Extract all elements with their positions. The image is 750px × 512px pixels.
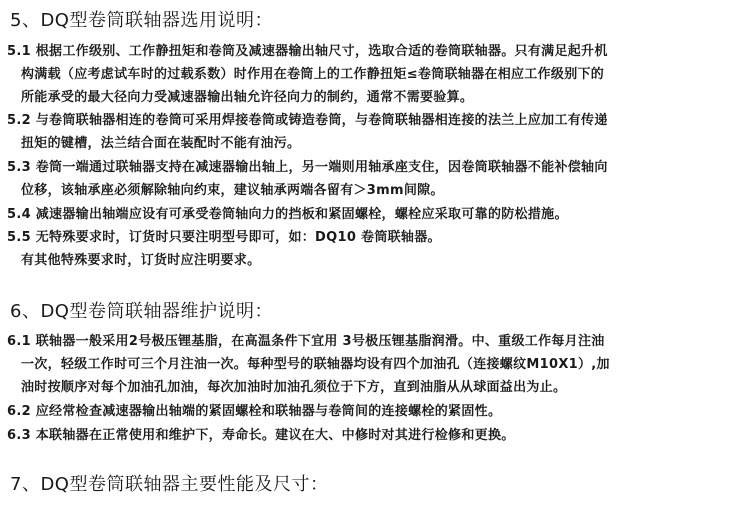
section-5-line-3: 所能承受的最大径向力受减速器输出轴允许径向力的制约，通常不需要验算。	[21, 90, 474, 105]
section-6-line-5: 6.3 本联轴器在正常使用和维护下，寿命长。建议在大、中修时对其进行检修和更换。	[7, 428, 515, 443]
section-5-line-6: 5.3 卷筒一端通过联轴器支持在减速器输出轴上，另一端则用轴承座支住，因卷筒联轴器不能补偿轴向	[7, 160, 608, 175]
section-5-line-5: 扭矩的键槽，法兰结合面在装配时不能有油污。	[21, 136, 301, 151]
section-6-line-2: 一次，轻级工作时可三个月注油一次。每种型号的联轴器均设有四个加油孔（连接螺纹M10X1）,加	[21, 357, 610, 372]
section-6-heading: 6、DQ型卷筒联轴器维护说明：	[10, 301, 273, 322]
section-6-line-4: 6.2 应经常检查减速器输出轴端的紧固螺栓和联轴器与卷筒间的连接螺栓的紧固性。	[7, 404, 502, 419]
section-5-line-4: 5.2 与卷筒联轴器相连的卷筒可采用焊接卷筒或铸造卷筒，与卷筒联轴器相连接的法兰上应加工有传递	[7, 113, 608, 128]
section-6-line-3: 油时按顺序对每个加油孔加油，每次加油时加油孔须位于下方，直到油脂从从球面益出为止。	[21, 380, 567, 395]
section-5-heading: 5、DQ型卷筒联轴器选用说明：	[10, 10, 273, 31]
section-5-line-1: 5.1 根据工作级别、工作静扭矩和卷筒及减速器输出轴尺寸，选取合适的卷筒联轴器。只有满足起升机	[7, 44, 608, 59]
section-5-line-10: 有其他特殊要求时，订货时应注明要求。	[21, 253, 261, 268]
section-5-line-8: 5.4 减速器输出轴端应设有可承受卷筒轴向力的挡板和紧固螺栓，螺栓应采取可靠的防松措施。	[7, 207, 568, 222]
section-5-line-7: 位移，该轴承座必须解除轴向约束，建议轴承两端各留有＞3mm间隙。	[21, 183, 444, 198]
section-5-line-2: 构满载（应考虑试车时的过载系数）时作用在卷筒上的工作静扭矩≤卷筒联轴器在相应工作级别下的	[21, 67, 605, 82]
section-7-heading: 7、DQ型卷筒联轴器主要性能及尺寸：	[10, 474, 329, 495]
section-6-line-1: 6.1 联轴器一般采用2号极压锂基脂，在高温条件下宜用 3号极压锂基脂润滑。中、重级工作每月注油	[7, 334, 605, 349]
section-5-line-9: 5.5 无特殊要求时，订货时只要注明型号即可，如：DQ10 卷筒联轴器。	[7, 230, 441, 245]
